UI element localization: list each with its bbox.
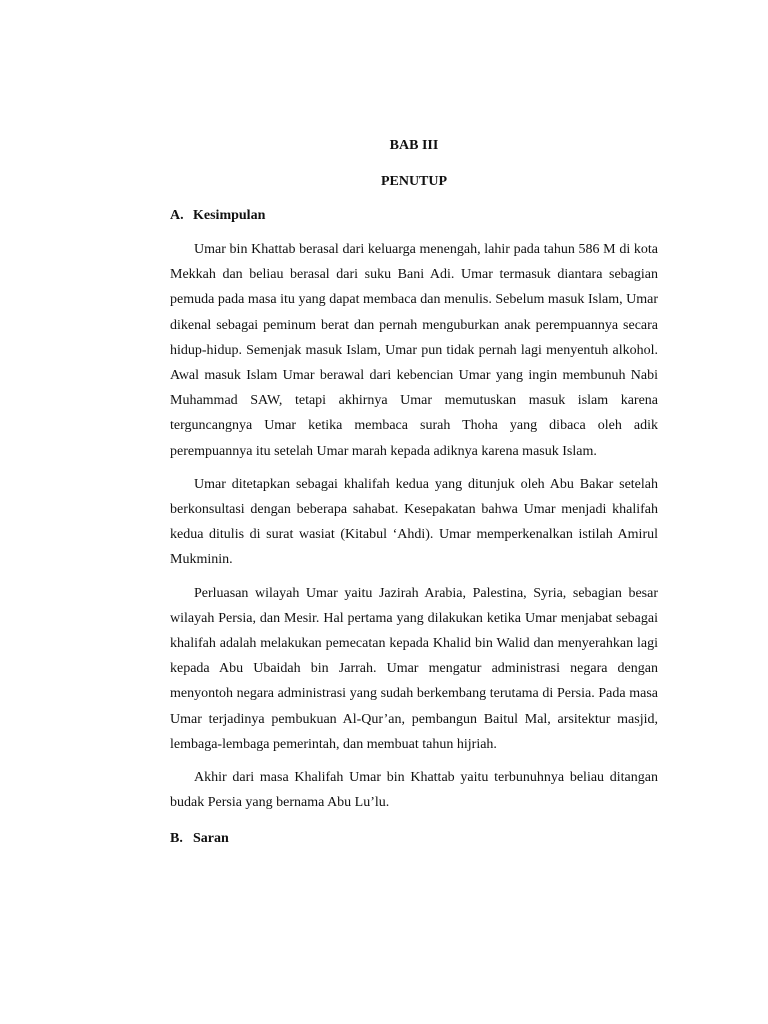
section-letter: B. — [170, 831, 183, 847]
document-page — [170, 136, 658, 849]
paragraph: Umar ditetapkan sebagai khalifah kedua yang ditunjuk oleh Abu Bakar setelah berkonsultasi dengan beberapa sahabat. Kesepakatan bahwa Umar menjadi khalifah kedua ditulis di surat wasiat (Kitabul ‘Ahdi). Umar memperkenalkan istilah Amirul Mukminin. — [170, 476, 658, 568]
chapter-title: PENUTUP — [380, 174, 448, 189]
section-heading-kesimpulan — [170, 206, 658, 226]
chapter-number: BAB III — [389, 138, 439, 153]
section-letter: A. — [170, 208, 184, 223]
section-heading-saran — [170, 829, 658, 849]
paragraph: Umar bin Khattab berasal dari keluarga menengah, lahir pada tahun 586 M di kota Mekkah dan beliau berasal dari suku Bani Adi. Umar termasuk diantara sebagian pemuda pada masa itu yang dapat membaca dan menulis. Sebelum masuk Islam, Umar dikenal sebagai peminum berat dan pernah menguburkan anak perempuannya secara hidup-hidup. Semenjak masuk Islam, Umar pun tidak pernah lagi menyentuh alkohol. Awal masuk Islam Umar berawal dari kebencian Umar yang ingin membunuh Nabi Muhammad SAW, tetapi akhirnya Umar memutuskan masuk islam karena terguncangnya Umar ketika membaca surah Thoha yang dibaca oleh adik perempuannya itu setelah Umar marah kepada adiknya karena masuk Islam. — [170, 242, 658, 459]
section-title: Kesimpulan — [193, 208, 266, 223]
paragraph: Perluasan wilayah Umar yaitu Jazirah Arabia, Palestina, Syria, sebagian besar wilayah Persia, dan Mesir. Hal pertama yang dilakukan ketika Umar menjabat sebagai khalifah adalah melakukan pemecatan kepada Khalid bin Walid dan menyerahkan lagi kepada Abu Ubaidah bin Jarrah. Umar mengatur administrasi negara dengan menyontoh negara administrasi yang sudah berkembang terutama di Persia. Pada masa Umar terjadinya pembukuan Al-Qur’an, pembangun Baitul Mal, arsitektur masjid, lembaga-lembaga pemerintah, dan membuat tahun hijriah. — [170, 585, 658, 752]
section-title: Saran — [193, 831, 229, 847]
paragraph: Akhir dari masa Khalifah Umar bin Khattab yaitu terbunuhnya beliau ditangan budak Persia yang bernama Abu Lu’lu. — [170, 770, 658, 811]
